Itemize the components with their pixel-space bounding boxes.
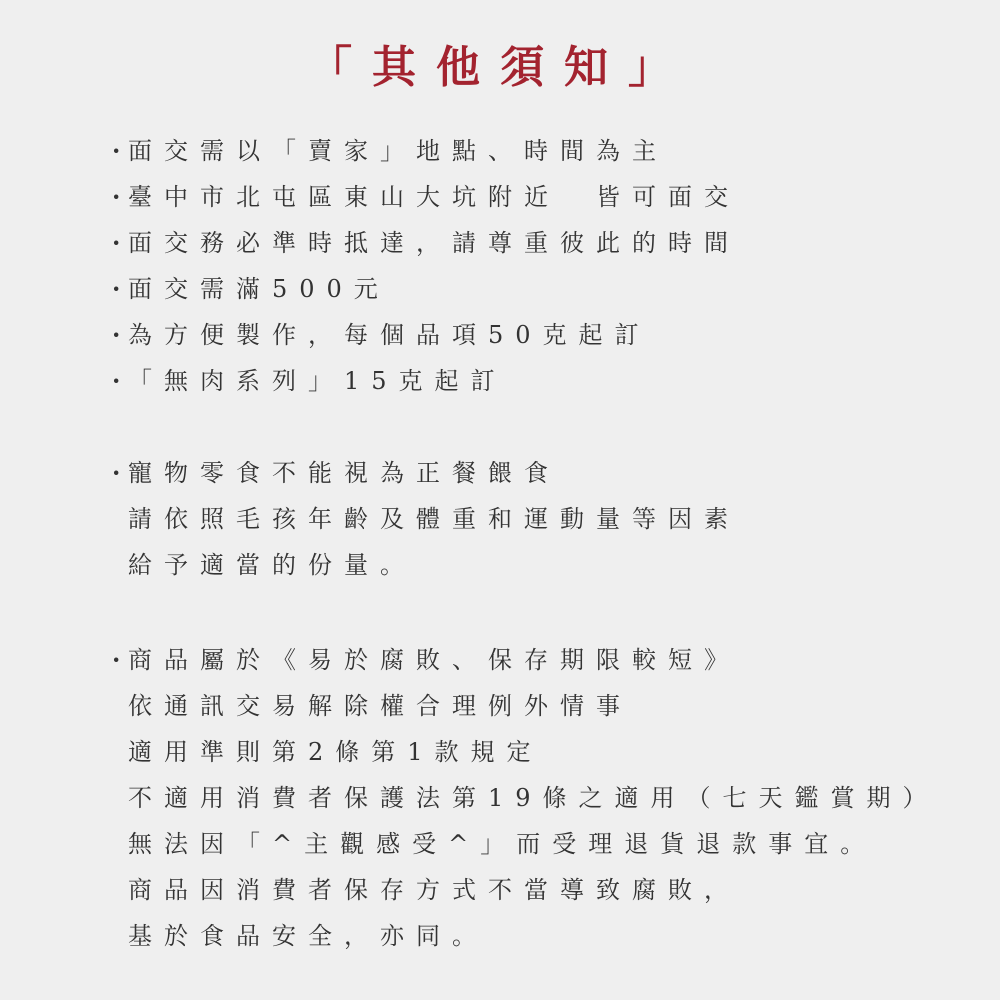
bullet-mark: · (112, 228, 121, 257)
list-item (110, 174, 990, 220)
list-item-text: 商品屬於《易於腐敗、保存期限較短》 (128, 646, 740, 674)
continuation-line (110, 496, 990, 542)
continuation-text: 無法因「^主觀感受^」而受理退貨退款事宜。 (128, 830, 877, 858)
bullet-mark: · (112, 136, 121, 165)
continuation-line (110, 775, 990, 821)
notice-section-pickup (110, 128, 990, 404)
bullet-mark: · (112, 182, 121, 211)
continuation-line (110, 821, 990, 867)
continuation-text: 適用準則第2條第1款規定 (128, 738, 543, 766)
continuation-text: 不適用消費者保護法第19條之適用（七天鑑賞期） (128, 784, 939, 812)
notice-section-returns (110, 637, 990, 959)
list-item (110, 220, 990, 266)
bullet-mark: · (112, 274, 121, 303)
list-item-text: 臺中市北屯區東山大坑附近 皆可面交 (128, 183, 740, 211)
page-title: 「其他須知」 (308, 42, 692, 93)
continuation-text: 基於食品安全，亦同。 (128, 922, 488, 950)
bullet-mark: · (112, 366, 121, 395)
continuation-line (110, 683, 990, 729)
list-item-text: 面交務必準時抵達，請尊重彼此的時間 (128, 229, 740, 257)
list-item (110, 358, 990, 404)
list-item (110, 266, 990, 312)
continuation-line (110, 542, 990, 588)
bullet-mark: · (112, 645, 121, 674)
list-item-text: 「無肉系列」15克起訂 (128, 367, 507, 395)
notice-section-feeding (110, 450, 990, 588)
list-item-text: 寵物零食不能視為正餐餵食 (128, 459, 560, 487)
continuation-text: 請依照毛孩年齡及體重和運動量等因素 (128, 505, 740, 533)
continuation-text: 商品因消費者保存方式不當導致腐敗， (128, 876, 740, 904)
list-item (110, 450, 990, 496)
list-item (110, 637, 990, 683)
list-item-text: 面交需以「賣家」地點、時間為主 (128, 137, 668, 165)
continuation-text: 給予適當的份量。 (128, 551, 416, 579)
continuation-text: 依通訊交易解除權合理例外情事 (128, 692, 632, 720)
continuation-line (110, 729, 990, 775)
continuation-line (110, 913, 990, 959)
continuation-line (110, 867, 990, 913)
list-item-text: 面交需滿500元 (128, 275, 390, 303)
bullet-mark: · (112, 320, 121, 349)
list-item (110, 128, 990, 174)
list-item-text: 為方便製作，每個品項50克起訂 (128, 321, 651, 349)
list-item (110, 312, 990, 358)
bullet-mark: · (112, 458, 121, 487)
